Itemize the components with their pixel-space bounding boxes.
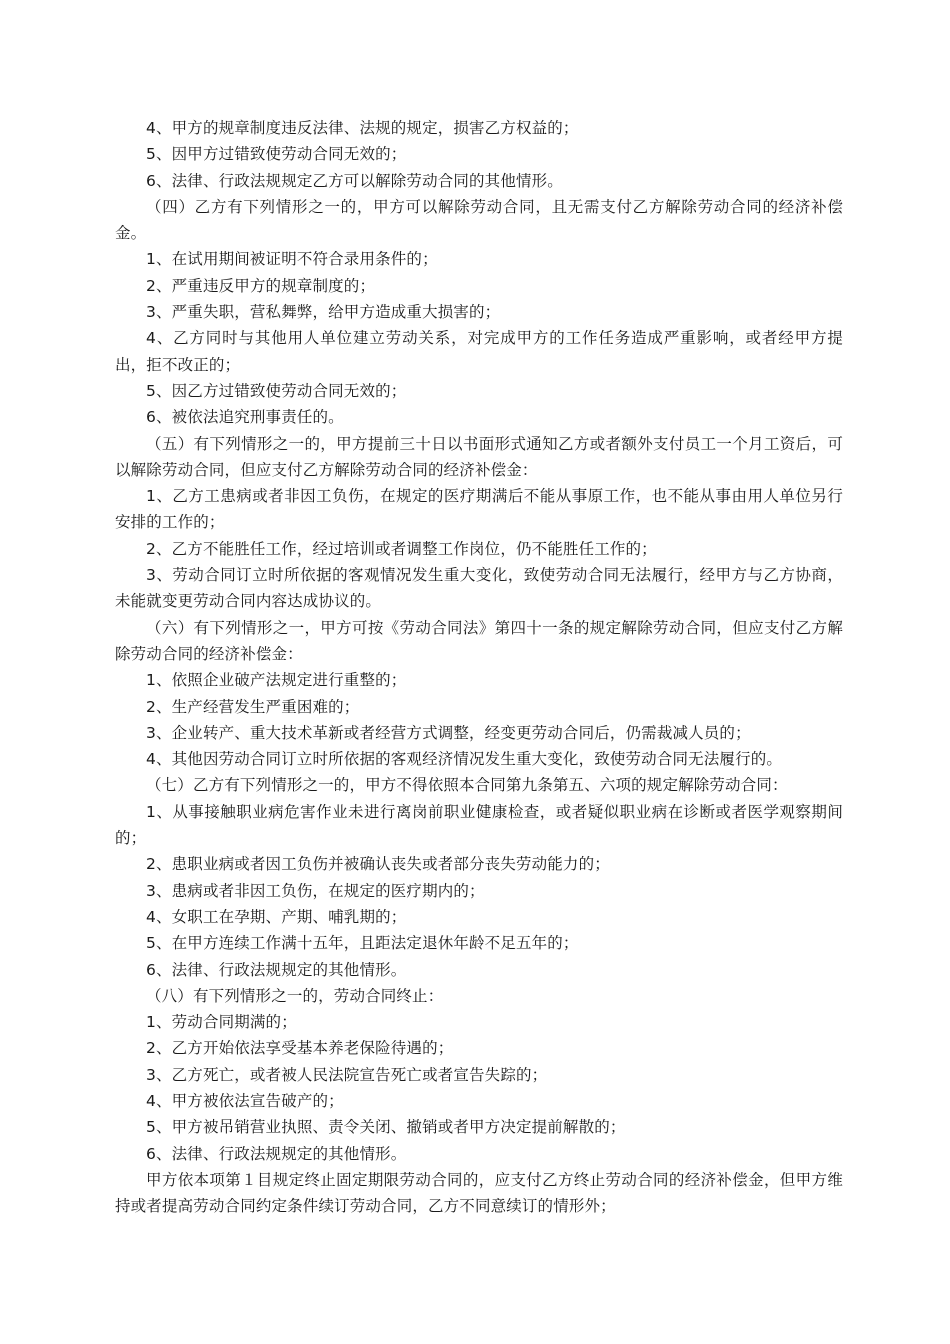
paragraph: 3、乙方死亡，或者被人民法院宣告死亡或者宣告失踪的； xyxy=(146,1065,548,1084)
section-heading-7: （七）乙方有下列情形之一的，甲方不得依照本合同第九条第五、六项的规定解除劳动合同： xyxy=(146,776,788,795)
paragraph: 1、在试用期间被证明不符合录用条件的； xyxy=(146,250,438,269)
paragraph: 4、其他因劳动合同订立时所依据的客观经济情况发生重大变化，致使劳动合同无法履行的。 xyxy=(146,750,783,769)
paragraph: 2、患职业病或者因工负伤并被确认丧失或者部分丧失劳动能力的； xyxy=(146,855,610,874)
paragraph: 4、甲方被依法宣告破产的； xyxy=(146,1091,344,1110)
paragraph: 6、法律、行政法规规定的其他情形。 xyxy=(146,960,407,979)
paragraph: 6、法律、行政法规规定的其他情形。 xyxy=(146,1144,407,1163)
paragraph: 6、被依法追究刑事责任的。 xyxy=(146,408,344,427)
paragraph: 5、在甲方连续工作满十五年，且距法定退休年龄不足五年的； xyxy=(146,934,579,953)
paragraph: 甲方依本项第１目规定终止固定期限劳动合同的，应支付乙方终止劳动合同的经济补偿金，但甲方维持或者提高劳动合同约定条件续订劳动合同，乙方不同意续订的情形外； xyxy=(115,1170,843,1216)
paragraph: 2、生产经营发生严重困难的； xyxy=(146,697,360,716)
paragraph: 3、严重失职，营私舞弊，给甲方造成重大损害的； xyxy=(146,303,501,322)
paragraph: 4、甲方的规章制度违反法律、法规的规定，损害乙方权益的； xyxy=(146,119,579,137)
section-heading-4: （四）乙方有下列情形之一的，甲方可以解除劳动合同，且无需支付乙方解除劳动合同的经济补偿金。 xyxy=(115,197,843,243)
paragraph: 5、因乙方过错致使劳动合同无效的； xyxy=(146,381,407,400)
paragraph: 1、乙方工患病或者非因工负伤，在规定的医疗期满后不能从事原工作，也不能从事由用人单位另行安排的工作的； xyxy=(115,487,843,532)
document-body xyxy=(115,115,843,1219)
section-heading-5: （五）有下列情形之一的，甲方提前三十日以书面形式通知乙方或者额外支付员工一个月工资后，可以解除劳动合同，但应支付乙方解除劳动合同的经济补偿金： xyxy=(115,434,843,479)
paragraph: 4、女职工在孕期、产期、哺乳期的； xyxy=(146,907,407,926)
paragraph: 1、依照企业破产法规定进行重整的； xyxy=(146,671,407,690)
paragraph: 3、企业转产、重大技术革新或者经营方式调整，经变更劳动合同后，仍需裁减人员的； xyxy=(146,723,751,742)
paragraph: 4、乙方同时与其他用人单位建立劳动关系，对完成甲方的工作任务造成严重影响，或者经甲方提出，拒不改正的； xyxy=(115,329,843,374)
paragraph: 2、乙方不能胜任工作，经过培训或者调整工作岗位，仍不能胜任工作的； xyxy=(146,539,657,558)
paragraph: 5、甲方被吊销营业执照、责令关闭、撤销或者甲方决定提前解散的； xyxy=(146,1118,626,1137)
paragraph: 3、劳动合同订立时所依据的客观情况发生重大变化，致使劳动合同无法履行，经甲方与乙方协商，未能就变更劳动合同内容达成协议的。 xyxy=(115,566,843,611)
paragraph: 3、患病或者非因工负伤，在规定的医疗期内的； xyxy=(146,881,485,900)
paragraph: 2、严重违反甲方的规章制度的； xyxy=(146,276,376,295)
paragraph: 6、法律、行政法规规定乙方可以解除劳动合同的其他情形。 xyxy=(146,171,563,190)
paragraph: 2、乙方开始依法享受基本养老保险待遇的； xyxy=(146,1039,454,1058)
section-heading-6: （六）有下列情形之一，甲方可按《劳动合同法》第四十一条的规定解除劳动合同，但应支付乙方解除劳动合同的经济补偿金： xyxy=(115,618,843,663)
paragraph: 1、从事接触职业病危害作业未进行离岗前职业健康检查，或者疑似职业病在诊断或者医学观察期间的； xyxy=(115,802,843,848)
section-heading-8: （八）有下列情形之一的，劳动合同终止： xyxy=(146,986,444,1005)
paragraph: 1、劳动合同期满的； xyxy=(146,1013,297,1032)
paragraph: 5、因甲方过错致使劳动合同无效的； xyxy=(146,145,407,164)
